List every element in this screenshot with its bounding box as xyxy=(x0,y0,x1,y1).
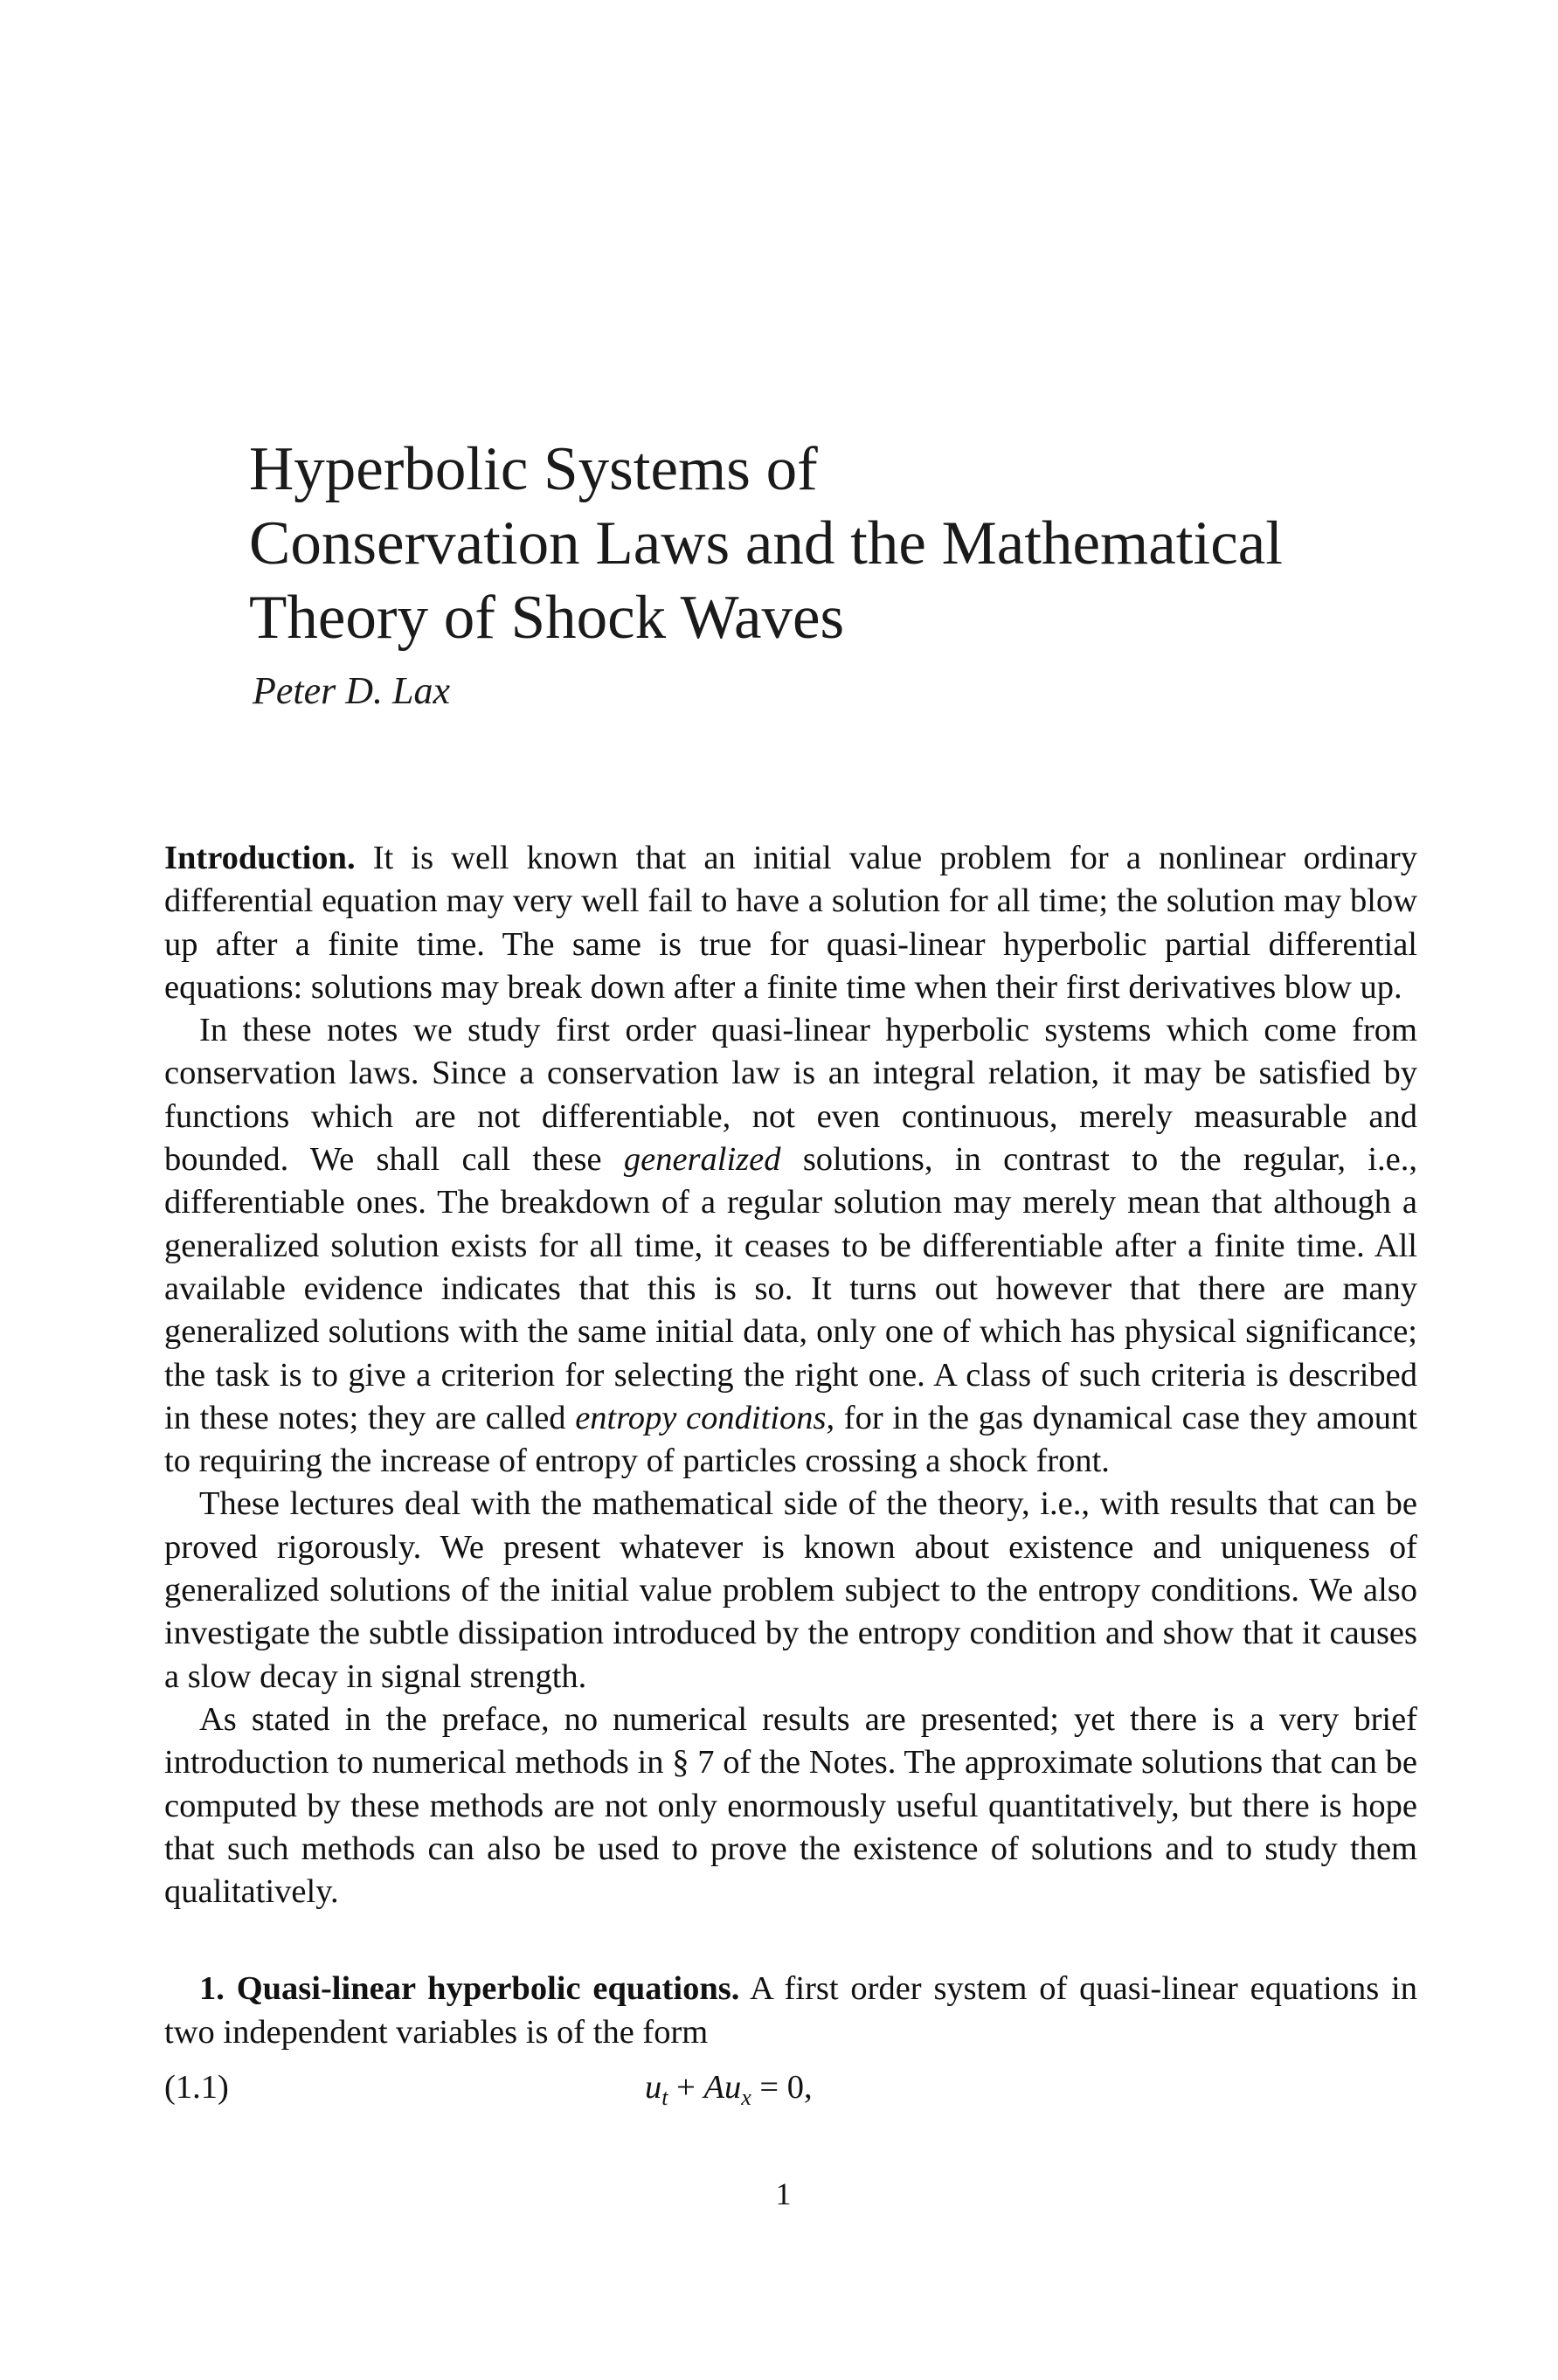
intro-p2-mid: solutions, in contrast to the regular, i.e., differentiable ones. The breakdown of a regular solution may merely mean that although a generalized solution exists for all time, it ceases to be differentiable after a finite time. All available evidence indicates that this is so. It turns out however that there are many generalized solutions with the same initial data, only one of which has physical significance; the task is to give a criterion for selecting the right one. A class of such criteria is described in these notes; they are called xyxy=(164,1141,1417,1436)
paper-title xyxy=(249,432,1385,655)
intro-heading: Introduction. xyxy=(164,840,356,876)
equation-formula: $u_t + Au_x = 0$, xyxy=(645,2069,813,2111)
author-name: Peter D. Lax xyxy=(253,669,451,712)
title-line-3: Theory of Shock Waves xyxy=(249,584,845,652)
equation-label: (1.1) xyxy=(164,2069,229,2107)
title-line-1: Hyperbolic Systems of xyxy=(249,435,818,503)
intro-p2-before: In these notes we study first order quasi-linear hyperbolic systems which come from conservation laws. Since a conservation law is an integral relation, it may be satisfied by functions which are not differentiable, not even continuous, merely measurable and bounded. We shall call these xyxy=(164,1012,1417,1179)
intro-p2-after: for in the gas dynamical case they amount to requiring the increase of entropy of particles crossing a shock front. xyxy=(164,1399,1418,1480)
section-1-text: A first order system of quasi-linear equations in two independent variables is of the form xyxy=(164,1970,1417,2051)
intro-paragraph-3: These lectures deal with the mathematical side of the theory, i.e., with results that can be proved rigorously. We present whatever is known about existence and uniqueness of generalized solutions of the initial value problem subject to the entropy conditions. We also investigate the subtle dissipation introduced by the entropy condition and show that it causes a slow decay in signal strength. xyxy=(164,1485,1417,1695)
intro-p2-em-generalized: generalized xyxy=(623,1141,781,1179)
intro-paragraph-4: As stated in the preface, no numerical results are presented; yet there is a very brief introduction to numerical methods in § 7 of the Notes. The approximate solutions that can be computed by these methods are not only enormously useful quantitatively, but there is hope that such methods can also be used to prove the existence of solutions and to study them qualitatively. xyxy=(164,1700,1417,1911)
section-1-title: Quasi-linear hyperbolic equations. xyxy=(236,1970,740,2008)
intro-paragraph-2 xyxy=(164,1009,1417,1483)
intro-p1-text: It is well known that an initial value problem for a nonlinear ordinary differential equation may very well fail to have a solution for all time; the solution may blow up after a finite time. The same is true for quasi-linear hyperbolic partial differential equations: solutions may break down after a finite time when their first derivatives blow up. xyxy=(164,840,1417,1006)
section-1-paragraph xyxy=(164,1968,1417,2054)
intro-paragraph-1 xyxy=(164,837,1417,1009)
section-1-number: 1. xyxy=(199,1970,225,2008)
equation-1-1 xyxy=(164,2066,1417,2119)
page-number: 1 xyxy=(775,2176,792,2211)
intro-p2-em-entropy: entropy conditions, xyxy=(575,1399,835,1436)
title-line-2: Conservation Laws and the Mathematical xyxy=(249,509,1283,578)
body-text xyxy=(164,837,1417,2119)
